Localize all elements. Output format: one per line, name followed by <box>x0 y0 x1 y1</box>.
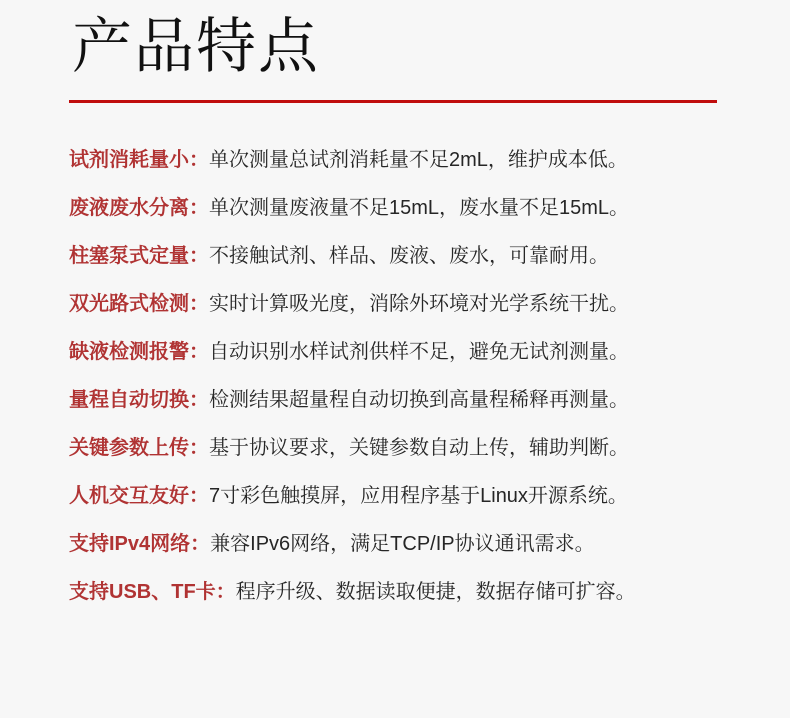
feature-label: 关键参数上传： <box>69 437 209 459</box>
feature-text: 检测结果超量程自动切换到高量程稀释再测量。 <box>209 389 629 411</box>
feature-text: 不接触试剂、样品、废液、废水，可靠耐用。 <box>209 245 609 267</box>
page-title: 产品特点 <box>72 13 320 80</box>
feature-text: 实时计算吸光度，消除外环境对光学系统干扰。 <box>209 293 629 315</box>
feature-row <box>69 472 718 520</box>
feature-text: 程序升级、数据读取便捷，数据存储可扩容。 <box>235 581 636 603</box>
feature-text: 单次测量废液量不足15mL，废水量不足15mL。 <box>209 197 630 219</box>
feature-row <box>69 328 718 376</box>
feature-label: 支持USB、TF卡： <box>69 581 236 603</box>
feature-label: 人机交互友好： <box>69 485 209 507</box>
feature-row <box>69 520 718 568</box>
feature-label: 柱塞泵式定量： <box>69 245 209 267</box>
feature-label: 试剂消耗量小： <box>69 149 209 171</box>
feature-label: 支持IPv4网络： <box>69 533 211 555</box>
feature-label: 废液废水分离： <box>69 197 209 219</box>
feature-text: 单次测量总试剂消耗量不足2mL，维护成本低。 <box>209 149 628 171</box>
feature-label: 量程自动切换： <box>69 389 209 411</box>
feature-row <box>69 376 718 424</box>
feature-label: 双光路式检测： <box>69 293 209 315</box>
feature-text: 兼容IPv6网络，满足TCP/IP协议通讯需求。 <box>210 533 595 555</box>
feature-list <box>69 136 718 616</box>
feature-text: 自动识别水样试剂供样不足，避免无试剂测量。 <box>209 341 629 363</box>
feature-text: 基于协议要求，关键参数自动上传，辅助判断。 <box>209 437 629 459</box>
feature-row <box>69 424 718 472</box>
feature-row <box>69 184 718 232</box>
feature-row <box>69 232 718 280</box>
feature-text: 7寸彩色触摸屏，应用程序基于Linux开源系统。 <box>209 485 628 507</box>
feature-row <box>69 568 718 616</box>
feature-row <box>69 136 718 184</box>
feature-label: 缺液检测报警： <box>69 341 209 363</box>
feature-row <box>69 280 718 328</box>
title-underline-rule <box>69 100 717 103</box>
